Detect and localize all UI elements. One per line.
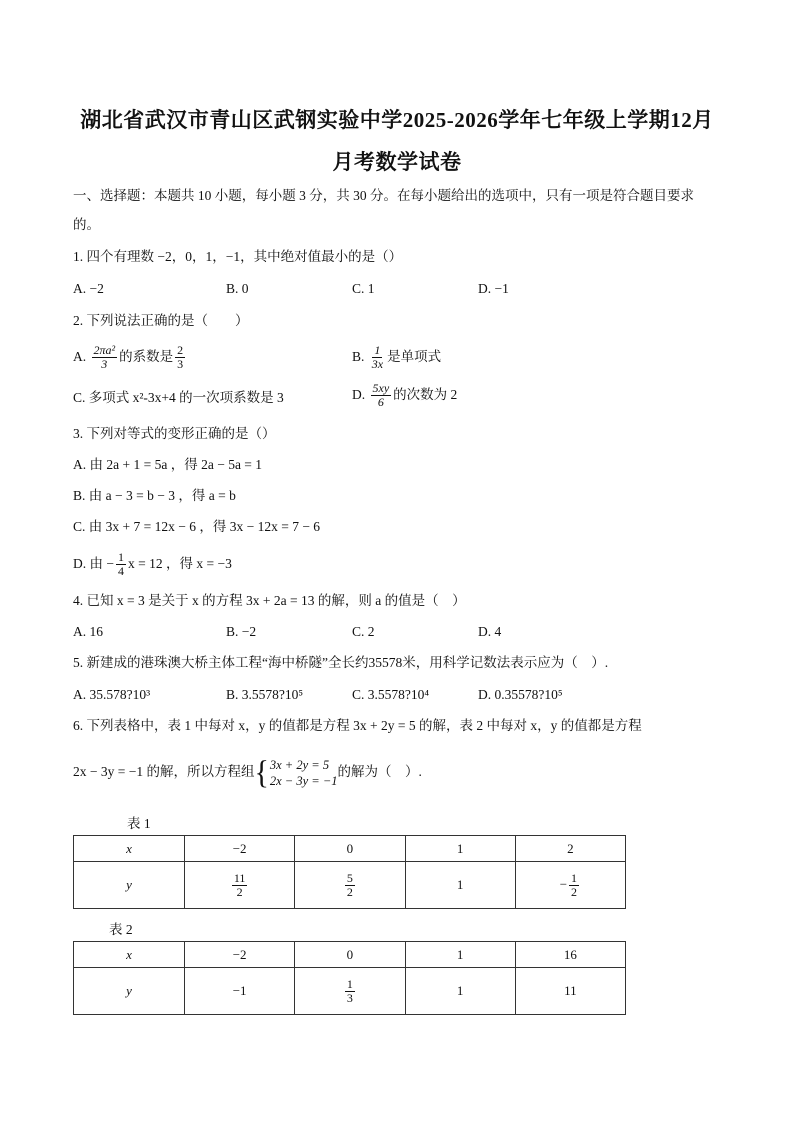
table-2-caption: 表 2 — [109, 922, 133, 937]
q5-option-a: A. 35.578?10³ — [73, 687, 151, 702]
q2-d-label: D. — [352, 387, 366, 402]
q2-a-label: A. — [73, 349, 87, 364]
q2-d-fraction: $\frac{5xy}{6}$ — [372, 381, 390, 410]
q4-option-c: C. 2 — [352, 624, 375, 639]
q5-option-b: B. 3.5578?10⁵ — [226, 687, 304, 702]
q6-stem-prefix: 2x − 3y = −1 的解，所以方程组 — [73, 764, 255, 779]
question-3-stem: 3. 下列对等式的变形正确的是（） — [73, 426, 276, 441]
question-5-stem: 5. 新建成的港珠澳大桥主体工程“海中桥隧”全长约35578米，用科学记数法表示应为（ ）. — [73, 655, 609, 670]
table-1-x-row — [74, 836, 626, 862]
table-cell — [295, 968, 405, 1015]
q6-stem-suffix: 的解为（ ）. — [337, 764, 422, 779]
q5-option-c: C. 3.5578?10⁴ — [352, 687, 430, 702]
q2-b-label: B. — [352, 349, 365, 364]
section-heading: 一、选择题：本题共 10 小题，每小题 3 分，共 30 分。在每小题给出的选项中，只有一项是符合题目要求 — [73, 188, 694, 203]
equation-system — [270, 757, 338, 789]
q3-d-prefix: D. 由 − — [73, 556, 114, 571]
table-cell: 0 — [295, 942, 405, 968]
table-cell: 1 — [405, 942, 515, 968]
table-cell: −2 — [185, 942, 295, 968]
system-equation-2: 2x − 3y = −1 — [269, 773, 338, 788]
q2-b-text: 是单项式 — [387, 349, 442, 364]
q5-option-d: D. 0.35578?10⁵ — [478, 687, 563, 702]
question-1-stem: 1. 四个有理数 −2，0，1，−1，其中绝对值最小的是（） — [73, 249, 403, 264]
table-cell: 1 — [405, 968, 515, 1015]
table-cell: y — [74, 968, 185, 1015]
left-brace-icon: { — [254, 754, 269, 791]
q4-option-b: B. −2 — [226, 624, 257, 639]
table-2 — [73, 941, 626, 1015]
q1-option-b: B. 0 — [226, 281, 249, 296]
q2-a-text: 的系数是 — [119, 349, 174, 364]
section-heading-cont: 的。 — [73, 217, 100, 232]
q1-option-a: A. −2 — [73, 281, 104, 296]
exam-title-line2: 月考数学试卷 — [332, 150, 462, 174]
question-6-stem-cont — [73, 752, 422, 792]
table-cell: 11 — [515, 968, 625, 1015]
q2-a-fraction: $\frac{\text{2πa²}}{3}$ — [93, 343, 116, 372]
table-2-x-row — [74, 942, 626, 968]
table-cell — [185, 862, 295, 909]
q3-option-a: A. 由 2a + 1 = 5a ，得 2a − 5a = 1 — [73, 457, 263, 472]
table-cell: 16 — [515, 942, 625, 968]
question-2-stem: 2. 下列说法正确的是（ ） — [73, 313, 249, 328]
table-cell: 2 — [515, 836, 625, 862]
fraction: $\frac{1}{2}$ — [571, 870, 578, 899]
q3-option-c: C. 由 3x + 7 = 12x − 6 ，得 3x − 12x = 7 − 6 — [73, 519, 321, 534]
table-cell: 1 — [405, 836, 515, 862]
q2-d-text: 的次数为 2 — [393, 387, 458, 402]
table-cell: 0 — [295, 836, 405, 862]
table-cell: − $\frac{1}{2}$ — [515, 862, 625, 909]
system-equation-1: 3x + 2y = 5 — [269, 757, 330, 772]
q3-option-d — [73, 548, 232, 580]
fraction: $\frac{11}{2}$ — [233, 870, 246, 899]
table-1-caption: 表 1 — [127, 816, 151, 831]
q4-option-d: D. 4 — [478, 624, 502, 639]
q3-d-text: x = 12 ，得 x = −3 — [128, 556, 232, 571]
q2-a-coefficient: $\frac{2}{3}$ — [177, 343, 184, 372]
exam-title-line1: 湖北省武汉市青山区武钢实验中学2025-2026学年七年级上学期12月 — [80, 108, 714, 132]
fraction: $\frac{1}{3}$ — [346, 976, 353, 1005]
table-cell: x — [74, 942, 185, 968]
q3-option-b: B. 由 a − 3 = b − 3 ，得 a = b — [73, 488, 236, 503]
q2-option-c: C. 多项式 x²-3x+4 的一次项系数是 3 — [73, 390, 284, 405]
q4-option-a: A. 16 — [73, 624, 103, 639]
table-cell: −1 — [185, 968, 295, 1015]
table-1 — [73, 835, 626, 909]
table-cell: −2 — [185, 836, 295, 862]
fraction: $\frac{5}{2}$ — [346, 870, 353, 899]
table-1-y-row — [74, 862, 626, 909]
q2-option-d — [352, 380, 457, 410]
q1-option-c: C. 1 — [352, 281, 375, 296]
question-4-stem: 4. 已知 x = 3 是关于 x 的方程 3x + 2a = 13 的解，则 a 的值是（ ） — [73, 593, 466, 608]
question-6-stem: 6. 下列表格中，表 1 中每对 x，y 的值都是方程 3x + 2y = 5 的解，表 2 中每对 x，y 的值都是方程 — [73, 718, 642, 733]
q2-b-fraction: $\frac{1}{3x}$ — [371, 343, 384, 372]
table-cell — [295, 862, 405, 909]
table-2-y-row — [74, 968, 626, 1015]
q1-option-d: D. −1 — [478, 281, 509, 296]
q2-option-a — [73, 342, 187, 372]
table-cell: x — [74, 836, 185, 862]
table-cell: 1 — [405, 862, 515, 909]
q3-d-fraction: $\frac{1}{4}$ — [118, 550, 124, 579]
table-cell: y — [74, 862, 185, 909]
q2-option-b — [352, 342, 441, 372]
